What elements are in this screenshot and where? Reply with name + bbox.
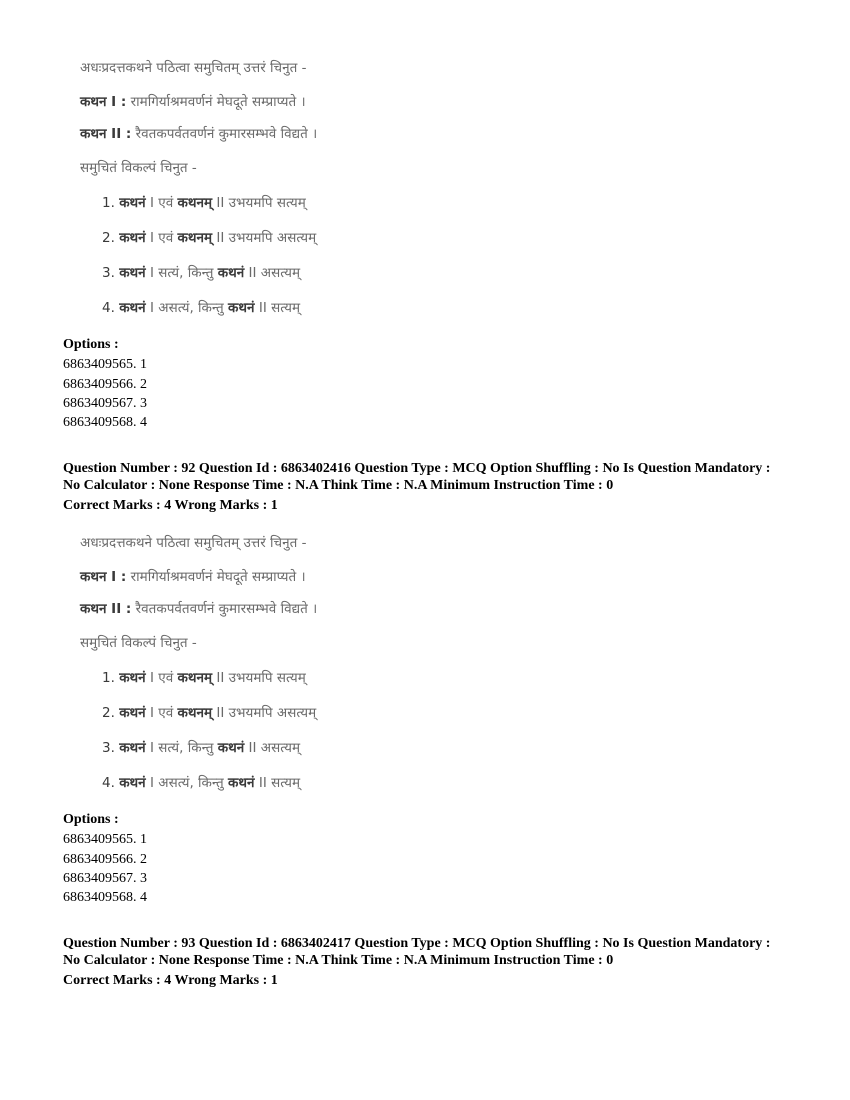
statement-1 xyxy=(80,567,306,585)
choose-line: समुचितं विकल्पं चिनुत - xyxy=(80,160,197,176)
choice-d: II असत्यम् xyxy=(248,740,301,756)
question-meta xyxy=(63,935,823,989)
meta-line: Question Number : 93 Question Id : 6863402417 Question Type : MCQ Option Shuffling : No Is Question Mandatory : xyxy=(63,936,771,951)
choice-a: कथनं xyxy=(119,230,146,246)
choice-c: कथनम् xyxy=(177,705,213,721)
statement-2 xyxy=(80,124,317,142)
choice-num: 1. xyxy=(102,195,115,211)
choice-b: I असत्यं, किन्तु xyxy=(149,775,224,791)
choice-1 xyxy=(102,193,306,211)
choice-4 xyxy=(102,773,300,791)
choice-b: I एवं xyxy=(149,230,174,246)
options-label: Options : xyxy=(63,337,119,352)
option-item: 6863409565. 1 xyxy=(63,832,147,847)
choice-a: कथनं xyxy=(119,740,146,756)
choice-a: कथनं xyxy=(119,265,146,281)
choice-d: II उभयमपि असत्यम् xyxy=(216,705,317,721)
statement-1-label: कथन I : xyxy=(80,94,127,110)
meta-line: No Calculator : None Response Time : N.A Think Time : N.A Minimum Instruction Time : 0 xyxy=(63,953,614,968)
choice-d: II असत्यम् xyxy=(248,265,301,281)
choice-num: 3. xyxy=(102,265,115,281)
choice-num: 1. xyxy=(102,670,115,686)
choice-b: I एवं xyxy=(149,195,174,211)
choice-3 xyxy=(102,738,300,756)
choice-1 xyxy=(102,668,306,686)
choice-b: I एवं xyxy=(149,670,174,686)
options-label: Options : xyxy=(63,812,119,827)
choice-num: 2. xyxy=(102,230,115,246)
option-item: 6863409566. 2 xyxy=(63,377,147,392)
choice-c: कथनं xyxy=(228,775,255,791)
instruction-line: अधःप्रदत्तकथने पठित्वा समुचितम् उत्तरं चिनुत - xyxy=(80,535,307,551)
statement-1-label: कथन I : xyxy=(80,569,127,585)
statement-1 xyxy=(80,92,306,110)
choice-num: 3. xyxy=(102,740,115,756)
choice-c: कथनं xyxy=(217,740,245,756)
choice-a: कथनं xyxy=(119,670,146,686)
option-item: 6863409568. 4 xyxy=(63,890,147,905)
statement-2-label: कथन II : xyxy=(80,126,132,142)
choice-b: I असत्यं, किन्तु xyxy=(149,300,224,316)
choice-c: कथनम् xyxy=(177,670,213,686)
choice-d: II उभयमपि असत्यम् xyxy=(216,230,317,246)
statement-2-text: रैवतकपर्वतवर्णनं कुमारसम्भवे विद्यते । xyxy=(135,126,318,142)
choice-b: I सत्यं, किन्तु xyxy=(149,740,214,756)
choice-b: I सत्यं, किन्तु xyxy=(149,265,214,281)
choice-d: II उभयमपि सत्यम् xyxy=(216,670,306,686)
option-item: 6863409567. 3 xyxy=(63,396,147,411)
choice-a: कथनं xyxy=(119,300,146,316)
choice-num: 4. xyxy=(102,300,115,316)
choice-a: कथनं xyxy=(119,775,146,791)
choice-d: II सत्यम् xyxy=(258,775,301,791)
choice-c: कथनं xyxy=(228,300,255,316)
choose-line: समुचितं विकल्पं चिनुत - xyxy=(80,635,197,651)
meta-line: Question Number : 92 Question Id : 6863402416 Question Type : MCQ Option Shuffling : No Is Question Mandatory : xyxy=(63,461,771,476)
choice-d: II उभयमपि सत्यम् xyxy=(216,195,306,211)
choice-b: I एवं xyxy=(149,705,174,721)
choice-2 xyxy=(102,703,316,721)
choice-num: 2. xyxy=(102,705,115,721)
choice-a: कथनं xyxy=(119,705,146,721)
statement-1-text: रामगिर्याश्रमवर्णनं मेघदूते सम्प्राप्यते । xyxy=(130,569,306,585)
meta-line: No Calculator : None Response Time : N.A Think Time : N.A Minimum Instruction Time : 0 xyxy=(63,478,614,493)
option-item: 6863409567. 3 xyxy=(63,871,147,886)
option-item: 6863409565. 1 xyxy=(63,357,147,372)
option-item: 6863409566. 2 xyxy=(63,852,147,867)
statement-2 xyxy=(80,599,317,617)
choice-num: 4. xyxy=(102,775,115,791)
choice-3 xyxy=(102,263,300,281)
question-meta xyxy=(63,460,823,514)
instruction-line: अधःप्रदत्तकथने पठित्वा समुचितम् उत्तरं चिनुत - xyxy=(80,60,307,76)
choice-c: कथनम् xyxy=(177,230,213,246)
choice-4 xyxy=(102,298,300,316)
statement-2-label: कथन II : xyxy=(80,601,132,617)
statement-1-text: रामगिर्याश्रमवर्णनं मेघदूते सम्प्राप्यते । xyxy=(130,94,306,110)
choice-c: कथनम् xyxy=(177,195,213,211)
choice-c: कथनं xyxy=(217,265,245,281)
meta-line: Correct Marks : 4 Wrong Marks : 1 xyxy=(63,498,278,513)
option-item: 6863409568. 4 xyxy=(63,415,147,430)
choice-2 xyxy=(102,228,316,246)
meta-line: Correct Marks : 4 Wrong Marks : 1 xyxy=(63,973,278,988)
statement-2-text: रैवतकपर्वतवर्णनं कुमारसम्भवे विद्यते । xyxy=(135,601,318,617)
choice-a: कथनं xyxy=(119,195,146,211)
choice-d: II सत्यम् xyxy=(258,300,301,316)
